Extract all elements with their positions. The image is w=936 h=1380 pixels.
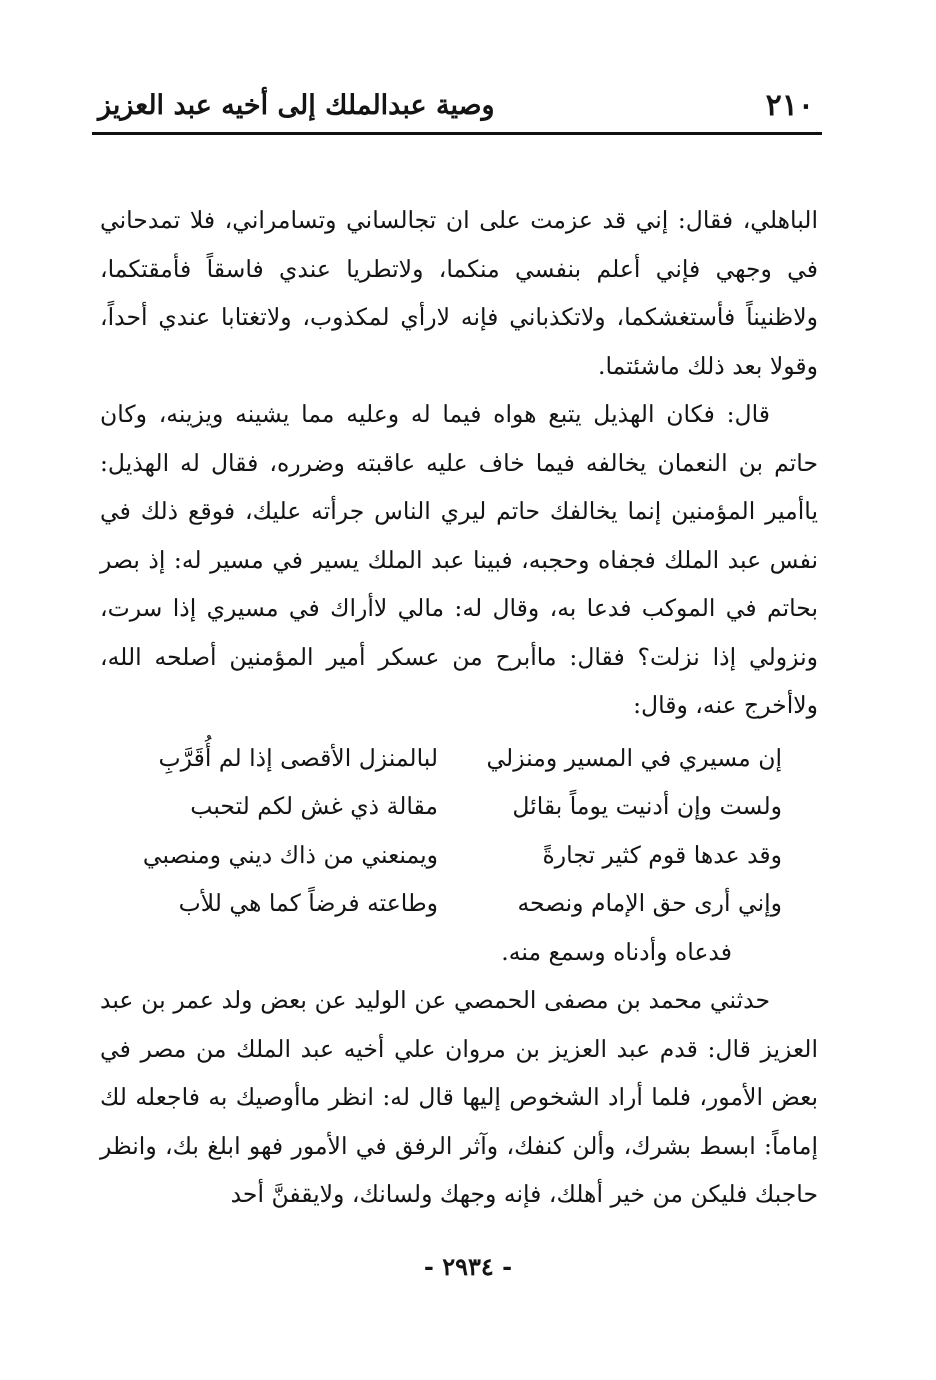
verse-first-hemistich: وإني أرى حق الإمام ونصحه — [517, 889, 782, 917]
verse-first-hemistich: ولست وإن أدنيت يوماً بقائل — [512, 792, 782, 820]
verse-line — [138, 831, 782, 880]
verse-second-hemistich: وطاعته فرضاً كما هي للأب — [178, 889, 438, 917]
verse-line — [138, 879, 782, 928]
page-number: ٢١٠ — [765, 88, 814, 123]
page-footer-marker: - ٢٩٣٤ - — [423, 1252, 513, 1281]
verse-first-hemistich: إن مسيري في المسير ومنزلي — [486, 743, 782, 772]
paragraph-3: حدثني محمد بن مصفى الحمصي عن الوليد عن بعض ولد عمر بن عبد العزيز قال: قدم عبد العزيز بن مروان علي أخيه عبد الملك من مصر في بعض الأمور، فلما أراد الشخوص إليها قال له: انظر ماأوصيك به فاجعله لك إماماً: ابسط بشرك، وألن كنفك، وآثر الرفق في الأمور فهو ابلغ بك، وانظر حاجبك فليكن من خير أهلك، فإنه وجهك ولسانك، ولايقفنَّ أحد — [100, 986, 818, 1208]
main-text — [100, 196, 818, 1219]
verse-second-hemistich: ويمنعني من ذاك ديني ومنصبي — [142, 840, 438, 869]
verse-line — [138, 782, 782, 831]
verse-second-hemistich: مقالة ذي غش لكم لتحبب — [190, 792, 438, 820]
running-title: وصية عبدالملك إلى أخيه عبد العزيز — [98, 90, 495, 121]
paragraph-1: الباهلي، فقال: إني قد عزمت على ان تجالساني وتسامراني، فلا تمدحاني في وجهي فإني أعلم بنفسي منكما، ولاتطريا عندي فاسقاً فأمقتكما، ولاظنيناً فأستغشكما، ولاتكذباني فإنه لارأي لمكذوب، ولاتغتابا عندي أحداً، وقولا بعد ذلك ماشئتما. — [100, 206, 818, 380]
verse-line — [138, 734, 782, 783]
after-verses-line: فدعاه وأدناه وسمع منه. — [501, 937, 732, 966]
verse-first-hemistich: وقد عدها قوم كثير تجارةً — [542, 840, 782, 869]
verse-second-hemistich: لبالمنزل الأقصى إذا لم أُقَرَّبِ — [158, 743, 438, 772]
header-rule — [92, 132, 822, 135]
paragraph-2: قال: فكان الهذيل يتبع هواه فيما له وعليه مما يشينه ويزينه، وكان حاتم بن النعمان يخالفه فيما خاف عليه عاقبته وضرره، فقال له الهذيل: ياأمير المؤمنين إنما يخالفك حاتم ليري الناس جرأته عليك، فوقع ذلك في نفس عبد الملك فجفاه وحجبه، فبينا عبد الملك يسير في مسير له: إذ بصر بحاتم في الموكب فدعا به، وقال له: مالي لاأراك في مسيري إذا سرت، ونزولي إذا نزلت؟ فقال: ماأبرح من عسكر أمير المؤمنين أصلحه الله، ولاأخرج عنه، وقال: — [100, 400, 818, 719]
poem — [100, 734, 818, 928]
page-header — [92, 78, 822, 138]
